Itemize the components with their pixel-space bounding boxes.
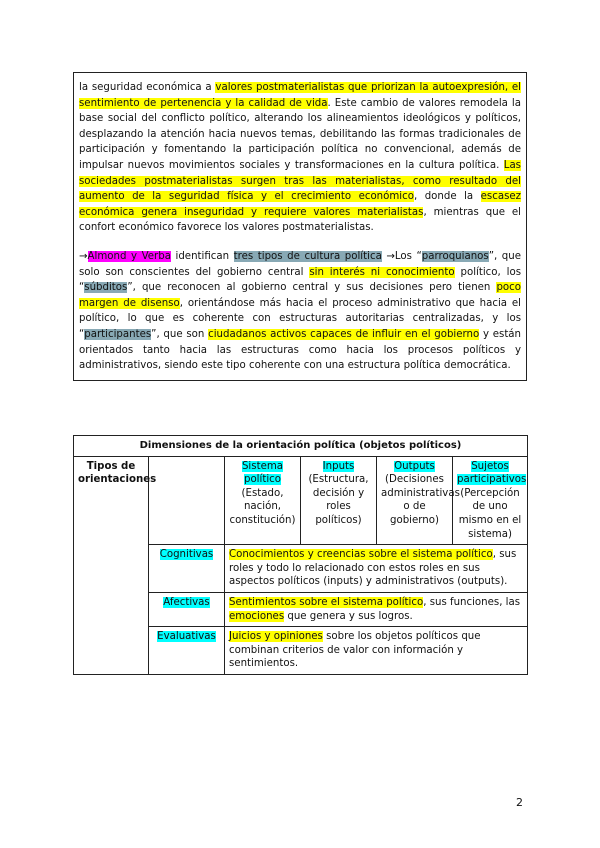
- table-header-row: [74, 456, 528, 545]
- highlight-scarcity: escasez económica genera inseguridad y requiere valores materialistas: [79, 191, 521, 218]
- orientation-affective: [149, 592, 225, 626]
- text-run: la seguridad económica a: [79, 82, 216, 93]
- paragraph-postmaterialism: [79, 80, 521, 236]
- text-run: , donde la: [413, 191, 481, 203]
- column-header-outputs: [377, 456, 460, 545]
- arrow-glyph: →: [79, 250, 88, 262]
- description-text: sobre los objetos políticos que combinan criterios de valor con información y sentimientos.: [229, 631, 481, 670]
- row-description: [225, 545, 528, 593]
- text-run: →Los “: [381, 250, 422, 262]
- table-caption: Dimensiones de la orientación política (objetos políticos): [74, 436, 528, 457]
- highlight-text: Juicios y opiniones: [229, 631, 323, 643]
- column-sublabel: (Decisiones administrativas o de gobierno): [381, 474, 460, 526]
- text-run: político, los “: [79, 266, 521, 294]
- column-sublabel: (Percepción de uno mismo en el sistema): [458, 487, 522, 540]
- highlight-no-interest: sin interés ni conocimiento: [309, 266, 455, 278]
- orientation-cognitive: [149, 545, 225, 593]
- column-label: Inputs: [322, 460, 355, 472]
- table-caption-row: [74, 436, 528, 457]
- text-run: , mientras que el confort económico favorece los valores postmaterialistas.: [79, 206, 521, 234]
- text-run: ”, que solo son conscientes del gobierno central: [79, 250, 521, 278]
- column-header-participating-subjects: [453, 456, 528, 545]
- column-header-political-system: [225, 456, 301, 545]
- text-run: . Este cambio de valores remodela la base social del conflicto político, alterando los alineamientos ideológicos y políticos, desplazando la atención hacia nuevos temas, debilitando las formas tradicionales de participación y fomentando la participación política no convencional, además de impulsar nuevos movimientos sociales y transformaciones en la cultura política.: [79, 97, 522, 171]
- dimensions-table: [73, 435, 528, 675]
- text-box: [73, 72, 527, 381]
- column-label: Sistema político: [241, 460, 284, 486]
- description-text: que genera y sus logros.: [284, 610, 413, 622]
- highlight-participantes: participantes: [84, 328, 152, 340]
- highlight-parroquianos: parroquianos: [421, 250, 489, 262]
- highlight-three-types: tres tipos de cultura política: [233, 250, 382, 262]
- highlight-text: Sentimientos sobre el sistema político: [229, 596, 424, 608]
- paragraph-almond-verba: [79, 249, 521, 374]
- orientation-evaluative: [149, 627, 225, 675]
- highlight-societies: Las sociedades postmaterialistas surgen tras las materialistas, como resultado del aumento de la seguridad física y el crecimiento económico: [79, 159, 521, 203]
- column-label: Outputs: [394, 460, 435, 472]
- highlight-text: Conocimientos y creencias sobre el sistema político: [229, 549, 493, 561]
- row-description: [225, 627, 528, 675]
- orientation-label: Afectivas: [163, 596, 210, 608]
- highlight-authors: Almond y Verba: [87, 250, 171, 262]
- highlight-values: valores postmaterialistas que priorizan la autoexpresión, el sentimiento de pertenencia y la calidad de vida: [79, 82, 521, 109]
- row-header-orientation-types: Tipos de orientaciones: [74, 456, 149, 674]
- column-sublabel: (Estructura, decisión y roles políticos): [308, 474, 369, 526]
- empty-corner-cell: [149, 456, 225, 545]
- column-header-inputs: [301, 456, 377, 545]
- page-number: 2: [516, 796, 523, 809]
- highlight-dissent: poco margen de disenso: [79, 282, 521, 309]
- text-run: y están orientados tanto hacia las estructuras como hacia los procesos políticos y administrativos, siendo este tipo coherente con una estructura política democrática.: [79, 328, 522, 372]
- highlight-active-citizens: ciudadanos activos capaces de influir en el gobierno: [208, 328, 480, 340]
- highlight-subditos: súbditos: [84, 282, 128, 294]
- text-run: ”, que son: [151, 328, 209, 340]
- column-label: Sujetos participativos: [457, 460, 527, 486]
- highlight-text: emociones: [229, 610, 285, 622]
- column-sublabel: (Estado, nación, constitución): [229, 487, 296, 526]
- row-description: [225, 592, 528, 626]
- description-text: , sus roles y todo lo relacionado con estos roles en sus aspectos políticos (inputs) y administrativos (outputs).: [229, 549, 517, 588]
- text-run: , orientándose más hacia el proceso administrativo que hacia el político, lo que es coherente con estructuras autoritarias centralizadas, y los “: [79, 297, 521, 340]
- orientation-label: Evaluativas: [157, 631, 216, 643]
- text-run: identifican: [170, 250, 234, 262]
- text-run: ”, que reconocen al gobierno central y sus decisiones pero tienen: [127, 282, 497, 294]
- orientation-label: Cognitivas: [159, 549, 214, 561]
- description-text: , sus funciones, las: [423, 596, 521, 608]
